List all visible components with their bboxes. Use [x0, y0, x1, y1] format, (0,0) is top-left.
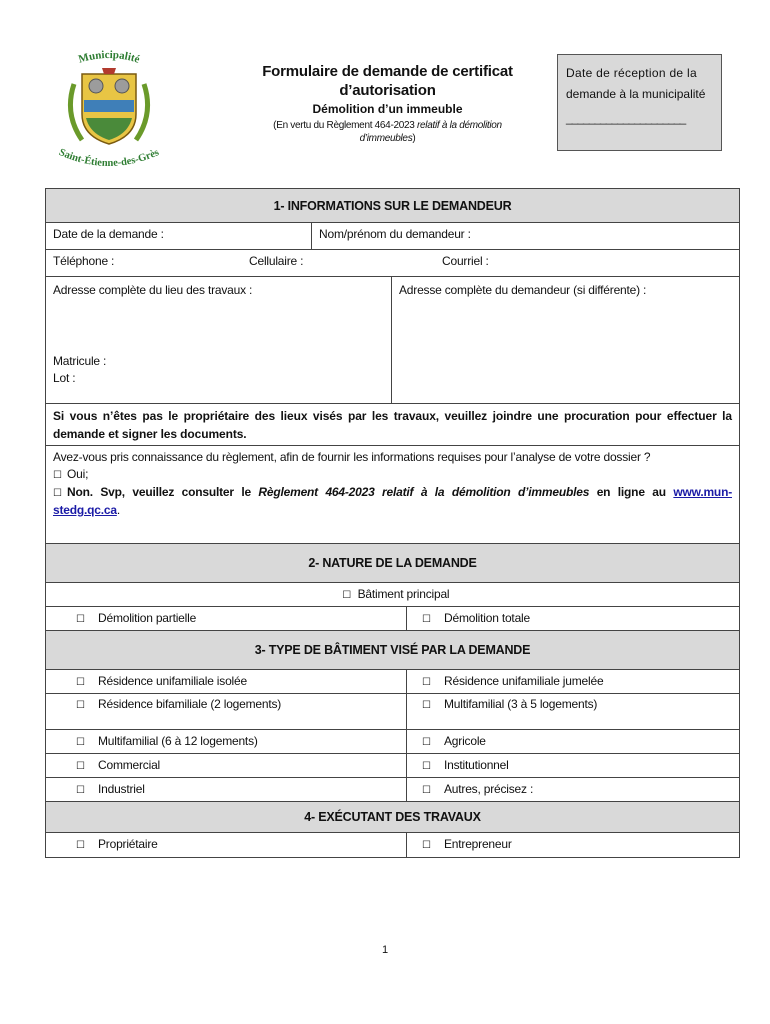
section4-title: 4- EXÉCUTANT DES TRAVAUX [304, 810, 481, 824]
section3-header [46, 631, 739, 670]
section1-header [46, 189, 739, 223]
cellphone-field[interactable] [242, 250, 442, 276]
regulation-note: (En vertu du Règlement 464-2023 relatif à la démolition d’immeubles) [273, 120, 502, 144]
applicant-name-field[interactable] [311, 223, 739, 249]
executor-row [46, 833, 739, 857]
building-type-option[interactable]: ☐ Commercial [76, 758, 161, 772]
form-subtitle: Démolition d’un immeuble [312, 102, 463, 116]
request-date-label: Date de la demande : [53, 227, 164, 241]
phone-label: Téléphone : [53, 254, 115, 268]
reception-label-line1: Date de réception de la [566, 66, 697, 80]
section4-header [46, 802, 739, 833]
section3-title: 3- TYPE DE BÂTIMENT VISÉ PAR LA DEMANDE [254, 643, 531, 657]
form-title-line2: d’autorisation [339, 82, 436, 99]
building-type-row [46, 778, 739, 802]
svg-text:Municipalité: Municipalité [77, 48, 142, 66]
building-type-row [46, 694, 739, 730]
lot-label: Lot : [53, 371, 76, 385]
checkbox-icon[interactable]: ☐ [76, 785, 85, 796]
regulation-question-text: Avez-vous pris connaissance du règlement, afin de fournir les informations requises pour l’analyse de votre dossier ? [53, 450, 651, 464]
building-type-option[interactable]: ☐ Agricole [406, 730, 739, 753]
address-row [46, 277, 739, 404]
main-building-option[interactable]: ☐ Bâtiment principal [46, 583, 739, 607]
application-form [45, 188, 740, 858]
form-title-line1: Formulaire de demande de certificat [262, 63, 513, 80]
email-field[interactable] [435, 250, 739, 276]
applicant-address-field[interactable] [391, 277, 739, 403]
option-no[interactable]: ☐ Non. Svp, veuillez consulter le Règlement 464-2023 relatif à la démolition d’immeubles en ligne au www.mun-stedg.qc.ca. [53, 485, 732, 517]
building-type-option[interactable]: ☐ Autres, précisez : [406, 778, 739, 801]
owner-checkbox-icon[interactable]: ☐ [76, 840, 85, 851]
contractor-option[interactable]: ☐ Entrepreneur [406, 833, 739, 857]
partial-demolition-option[interactable]: ☐ Démolition partielle [76, 611, 197, 625]
work-address-label: Adresse complète du lieu des travaux : [53, 283, 253, 297]
municipality-website-link[interactable]: www.mun-stedg.qc.ca [53, 485, 732, 517]
building-type-option[interactable]: ☐ Résidence unifamiliale isolée [76, 674, 247, 688]
checkbox-icon[interactable]: ☐ [76, 761, 85, 772]
total-checkbox-icon[interactable]: ☐ [422, 614, 431, 625]
reception-date-box [557, 54, 722, 151]
owner-option[interactable]: ☐ Propriétaire [76, 837, 158, 851]
option-yes[interactable]: ☐ Oui; [53, 466, 732, 484]
total-demolition-option[interactable]: ☐ Démolition totale [406, 607, 739, 630]
yes-checkbox-icon[interactable]: ☐ [53, 470, 62, 481]
building-type-option[interactable]: ☐ Multifamilial (3 à 5 logements) [406, 694, 739, 729]
reception-date-blank[interactable]: _____________________ [566, 111, 686, 125]
request-date-field[interactable] [46, 223, 311, 249]
owner-notice: Si vous n’êtes pas le propriétaire des lieux visés par les travaux, veuillez joindre une procuration pour effectuer la demande et signer les documents. [46, 404, 739, 446]
contact-row [46, 250, 739, 277]
partial-checkbox-icon[interactable]: ☐ [76, 614, 85, 625]
building-type-row [46, 730, 739, 754]
section2-header [46, 544, 739, 583]
work-address-field[interactable] [46, 277, 391, 403]
reception-label-line2: demande à la municipalité [566, 87, 706, 101]
applicant-address-label: Adresse complète du demandeur (si différente) : [399, 283, 647, 297]
email-label: Courriel : [442, 254, 489, 268]
building-type-option[interactable]: ☐ Résidence bifamiliale (2 logements) [76, 697, 282, 711]
applicant-name-label: Nom/prénom du demandeur : [319, 227, 471, 241]
svg-text:Saint-Étienne-des-Grès: Saint-Étienne-des-Grès [57, 147, 161, 170]
cellphone-label: Cellulaire : [249, 254, 304, 268]
checkbox-icon[interactable]: ☐ [422, 785, 431, 796]
building-type-row [46, 670, 739, 694]
checkbox-icon[interactable]: ☐ [422, 737, 431, 748]
municipality-logo [44, 44, 174, 172]
no-checkbox-icon[interactable]: ☐ [53, 488, 62, 499]
section1-title: 1- INFORMATIONS SUR LE DEMANDEUR [273, 199, 512, 213]
building-type-option[interactable]: ☐ Industriel [76, 782, 145, 796]
demolition-type-row [46, 607, 739, 631]
section2-title: 2- NATURE DE LA DEMANDE [308, 556, 477, 570]
checkbox-icon[interactable]: ☐ [422, 677, 431, 688]
checkbox-icon[interactable]: ☐ [76, 700, 85, 711]
building-type-option[interactable]: ☐ Institutionnel [406, 754, 739, 777]
checkbox-icon[interactable]: ☐ [422, 700, 431, 711]
matricule-label: Matricule : [53, 354, 107, 368]
building-type-option[interactable]: ☐ Multifamilial (6 à 12 logements) [76, 734, 258, 748]
building-type-option[interactable]: ☐ Résidence unifamiliale jumelée [406, 670, 739, 693]
date-name-row [46, 223, 739, 250]
form-title-block [245, 62, 530, 145]
checkbox-icon[interactable]: ☐ [76, 737, 85, 748]
building-type-row [46, 754, 739, 778]
main-building-checkbox-icon[interactable]: ☐ [342, 590, 351, 601]
phone-field[interactable] [46, 250, 246, 276]
checkbox-icon[interactable]: ☐ [76, 677, 85, 688]
contractor-checkbox-icon[interactable]: ☐ [422, 840, 431, 851]
page-number: 1 [381, 944, 389, 956]
regulation-question [46, 446, 739, 544]
checkbox-icon[interactable]: ☐ [422, 761, 431, 772]
